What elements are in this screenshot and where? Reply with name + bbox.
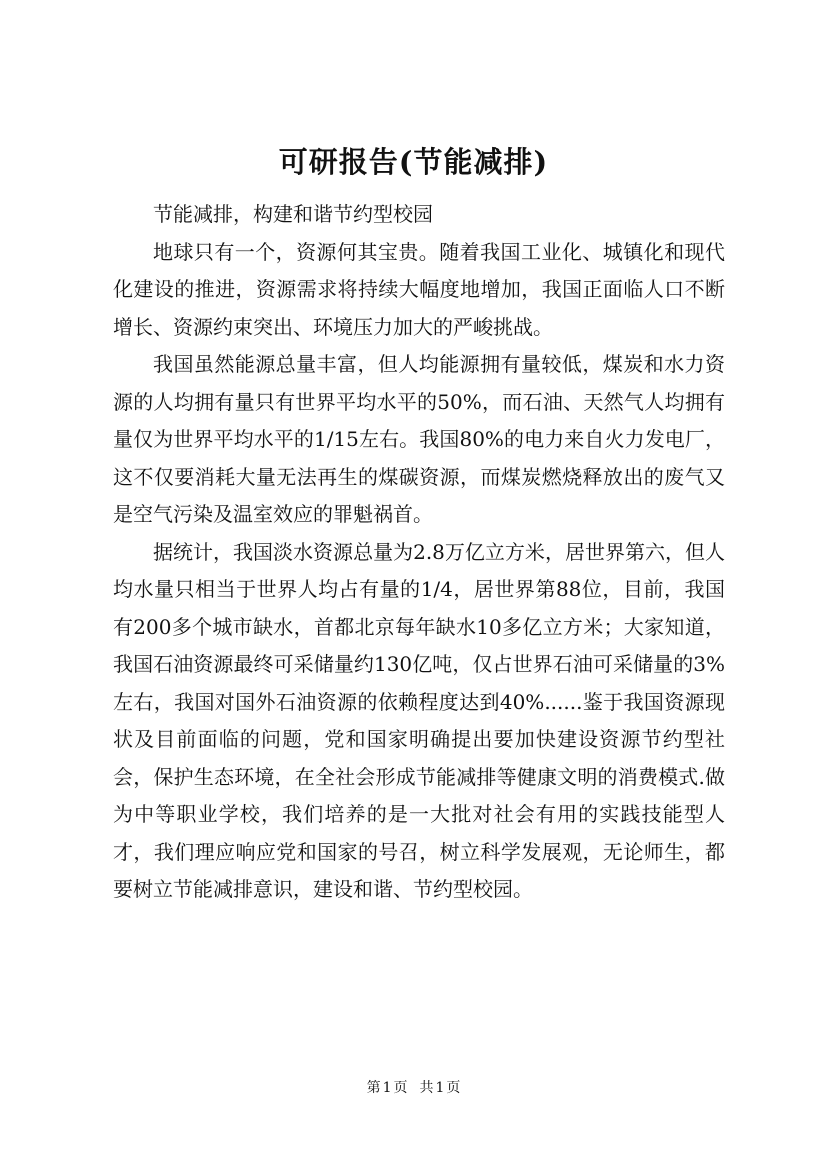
total-suffix: 页	[446, 1080, 461, 1096]
page-footer	[0, 1078, 827, 1098]
paragraph-resources-intro: 地球只有一个，资源何其宝贵。随着我国工业化、城镇化和现代化建设的推进，资源需求将持续大幅度地增加，我国正面临人口不断增长、资源约束突出、环境压力加大的严峻挑战。	[113, 239, 725, 339]
paragraph-energy: 我国虽然能源总量丰富，但人均能源拥有量较低，煤炭和水力资源的人均拥有量只有世界平均水平的50%，而石油、天然气人均拥有量仅为世界平均水平的1/15左右。我国80%的电力来自火力发电厂，这不仅要消耗大量无法再生的煤碳资源，而煤炭燃烧释放出的废气又是空气污染及温室效应的罪魁祸首。	[113, 352, 725, 526]
page-prefix: 第	[366, 1080, 381, 1096]
paragraph-water-oil: 据统计，我国淡水资源总量为2.8万亿立方米，居世界第六，但人均水量只相当于世界人均占有量的1/4，居世界第88位，目前，我国有200多个城市缺水，首都北京每年缺水10多亿立方米；大家知道，我国石油资源最终可采储量约130亿吨，仅占世界石油可采储量的3%左右，我国对国外石油资源的依赖程度达到40%......鉴于我国资源现状及目前面临的问题，党和国家明确提出要加快建设资源节约型社会，保护生态环境，在全社会形成节能减排等健康文明的消费模式.做为中等职业学校，我们培养的是一大批对社会有用的实践技能型人才，我们理应响应党和国家的号召，树立科学发展观，无论师生，都要树立节能减排意识，建设和谐、节约型校园。	[113, 539, 725, 901]
total-pages: 1	[435, 1080, 445, 1096]
paragraph-subtitle: 节能减排，构建和谐节约型校园	[153, 202, 433, 226]
page-number: 1	[382, 1080, 392, 1096]
total-prefix: 共	[419, 1080, 434, 1096]
document-title: 可研报告(节能减排)	[278, 145, 549, 179]
page-suffix: 页	[393, 1080, 408, 1096]
document-body	[113, 196, 725, 909]
